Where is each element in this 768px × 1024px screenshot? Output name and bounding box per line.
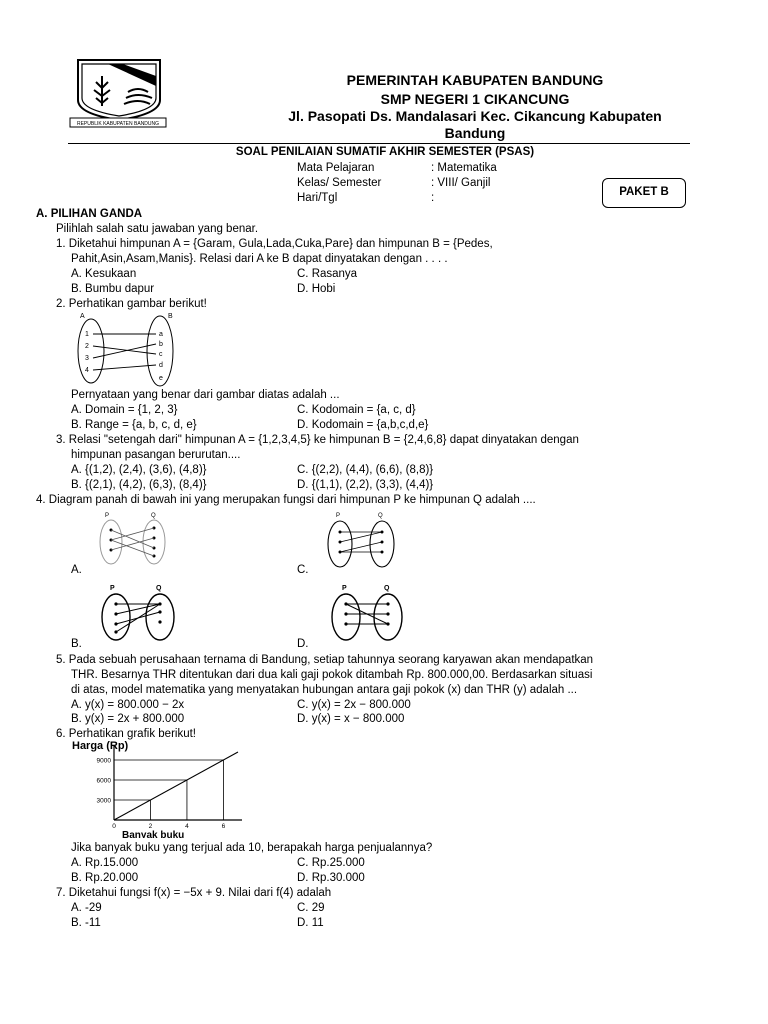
q2-option-a: A. Domain = {1, 2, 3}: [71, 404, 178, 416]
q7-line1: 7. Diketahui fungsi f(x) = −5x + 9. Nilai dari f(4) adalah: [56, 887, 332, 899]
q1-option-b: B. Bumbu dapur: [71, 283, 155, 295]
q7-option-b: B. -11: [71, 917, 101, 929]
exam-title: SOAL PENILAIAN SUMATIF AKHIR SEMESTER (PSAS): [235, 146, 535, 158]
q4a-q: Q: [151, 513, 156, 519]
q3-option-d: D. {(1,1), (2,2), (3,3), (4,4)}: [297, 479, 434, 491]
logo-text: REPUBLIK KABUPATEN BANDUNG: [76, 121, 160, 127]
header-line1: PEMERINTAH KABUPATEN BANDUNG: [346, 72, 604, 88]
q2-arrow-diagram: [76, 310, 186, 390]
x-tick-label: 4: [185, 823, 189, 830]
subject-value: : Matematika: [431, 162, 497, 174]
q4d-q: Q: [384, 585, 390, 592]
school-logo: [68, 56, 168, 128]
fig-right-a: a: [159, 331, 163, 338]
y-tick-label: 3000: [96, 797, 111, 805]
q4b-q: Q: [156, 585, 162, 592]
q4d-p: P: [342, 585, 347, 592]
q5-option-a: A. y(x) = 800.000 − 2x: [71, 699, 185, 711]
q5-line1: 5. Pada sebuah perusahaan ternama di Bandung, setiap tahunnya seorang karyawan akan mendapatkan: [56, 654, 594, 666]
x-tick-label: 2: [148, 823, 153, 830]
q1-option-d: D. Hobi: [297, 283, 336, 295]
header-line4: Bandung: [444, 125, 506, 141]
header-line3: Jl. Pasopati Ds. Mandalasari Kec. Cikancung Kabupaten: [288, 108, 662, 124]
q6-line1: 6. Perhatikan grafik berikut!: [56, 728, 196, 740]
q1-line2: Pahit,Asin,Asam,Manis}. Relasi dari A ke B dapat dinyatakan dengan . . . .: [71, 253, 448, 265]
q2-stem: Pernyataan yang benar dari gambar diatas adalah ...: [71, 389, 340, 401]
fig-left-3: 3: [85, 355, 89, 362]
q4a-p: P: [105, 513, 110, 519]
date-label: Hari/Tgl: [297, 192, 338, 204]
q2-option-b: B. Range = {a, b, c, d, e}: [71, 419, 197, 431]
q6-option-c: C. Rp.25.000: [297, 857, 365, 869]
data-line: [114, 752, 238, 820]
header-line2: SMP NEGERI 1 CIKANCUNG: [380, 91, 570, 107]
q4-option-a: A.: [71, 564, 82, 576]
q6-stem: Jika banyak buku yang terjual ada 10, berapakah harga penjualannya?: [71, 842, 433, 854]
q4-option-c: C.: [297, 564, 309, 576]
q3-option-b: B. {(2,1), (4,2), (6,3), (8,4)}: [71, 479, 207, 491]
q7-option-d: D. 11: [297, 917, 324, 929]
q1-line1: 1. Diketahui himpunan A = {Garam, Gula,Lada,Cuka,Pare} dan himpunan B = {Pedes,: [56, 238, 493, 250]
q6-option-b: B. Rp.20.000: [71, 872, 139, 884]
q5-line2: THR. Besarnya THR ditentukan dari dua kali gaji pokok ditambah Rp. 800.000,00. Berdasarkan situasi: [71, 669, 593, 681]
subject-label: Mata Pelajaran: [297, 162, 375, 174]
fig-right-c: c: [159, 351, 163, 358]
fig-left-4: 4: [85, 367, 89, 374]
q2-option-d: D. Kodomain = {a,b,c,d,e}: [297, 419, 429, 431]
class-label: Kelas/ Semester: [297, 177, 382, 189]
q4b-p: P: [110, 585, 115, 592]
q6-chart: [70, 738, 250, 838]
fig-right-b: b: [159, 341, 163, 348]
date-value: :: [431, 192, 435, 204]
q3-line2: himpunan pasangan berurutan....: [71, 449, 241, 461]
q1-option-a: A. Kesukaan: [71, 268, 137, 280]
q3-option-c: C. {(2,2), (4,4), (6,6), (8,8)}: [297, 464, 434, 476]
fig-right-e: e: [159, 375, 163, 382]
q1-option-c: C. Rasanya: [297, 268, 358, 280]
x-tick-label: 6: [221, 823, 226, 830]
q3-line1: 3. Relasi "setengah dari" himpunan A = {1,2,3,4,5} ke himpunan B = {2,4,6,8} dapat dinyatakan dengan: [56, 434, 579, 446]
q7-option-a: A. -29: [71, 902, 102, 914]
y-tick-label: 9000: [96, 757, 111, 765]
q2-line1: 2. Perhatikan gambar berikut!: [56, 298, 207, 310]
section-title: A. PILIHAN GANDA: [36, 208, 143, 220]
chart-title: Harga (Rp): [72, 740, 129, 752]
q4-option-d: D.: [297, 638, 309, 650]
header-rule: [68, 143, 690, 144]
q4-line1: 4. Diagram panah di bawah ini yang merupakan fungsi dari himpunan P ke himpunan Q adalah ....: [36, 494, 536, 506]
q6-option-d: D. Rp.30.000: [297, 872, 365, 884]
q3-option-a: A. {(1,2), (2,4), (3,6), (4,8)}: [71, 464, 207, 476]
section-instruction: Pilihlah salah satu jawaban yang benar.: [56, 223, 259, 235]
fig-right-d: d: [159, 362, 163, 369]
q4c-q: Q: [378, 513, 383, 519]
q5-option-b: B. y(x) = 2x + 800.000: [71, 713, 185, 725]
q4-diagram-a: [96, 510, 176, 566]
fig-label-a: A: [80, 313, 85, 320]
q4-diagram-d: [320, 582, 410, 642]
y-tick-label: 6000: [96, 777, 111, 785]
fig-left-1: 1: [85, 331, 89, 338]
q4-option-b: B.: [71, 638, 82, 650]
q5-option-d: D. y(x) = x − 800.000: [297, 713, 405, 725]
fig-label-b: B: [168, 313, 173, 320]
fig-left-2: 2: [85, 343, 89, 350]
q4-diagram-b: [92, 582, 182, 642]
q6-option-a: A. Rp.15.000: [71, 857, 139, 869]
q4-diagram-c: [322, 510, 402, 570]
q4c-p: P: [336, 513, 341, 519]
q7-option-c: C. 29: [297, 902, 325, 914]
q5-line3: di atas, model matematika yang menyatakan hubungan antara gaji pokok (x) dan THR (y) adalah ...: [71, 684, 578, 696]
x-axis-label: Banyak buku: [122, 830, 185, 838]
x-tick-label: 0: [112, 823, 116, 830]
q2-option-c: C. Kodomain = {a, c, d}: [297, 404, 416, 416]
class-value: : VIII/ Ganjil: [431, 177, 491, 189]
paket-badge: PAKET B: [602, 178, 686, 208]
q5-option-c: C. y(x) = 2x − 800.000: [297, 699, 411, 711]
